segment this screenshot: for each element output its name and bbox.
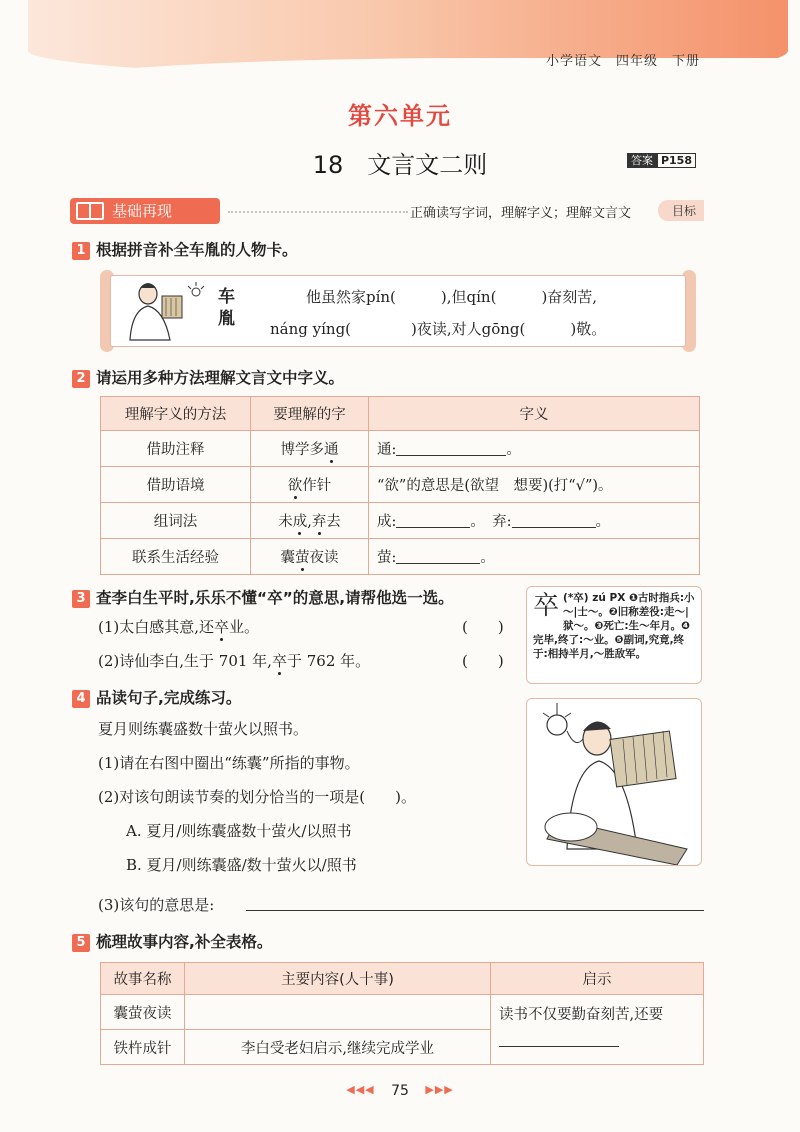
dict-body: PX ❶古时指兵:小～|士～。❷旧称差役:走～|狱～。❸死亡:生～年月。❹完毕,终了:～业。❺副词,究竟,终于:相持半月,～胜敌军。 <box>533 592 695 660</box>
q4-sub-1: (1)请在右图中圈出“练囊”所指的事物。 <box>98 754 360 772</box>
character-name: 车胤 <box>218 287 235 329</box>
word-meaning-table <box>100 396 700 575</box>
content-cell[interactable] <box>185 995 491 1030</box>
question-5 <box>72 930 272 952</box>
question-prompt: 请运用多种方法理解文言文中字义。 <box>96 369 345 387</box>
q4-sub-3: (3)该句的意思是: <box>98 896 215 914</box>
word-cell: 囊萤夜读 <box>251 539 369 575</box>
q3-item-1: (1)太白感其意,还卒业。 <box>98 618 260 636</box>
table-header-row <box>101 397 700 431</box>
question-1 <box>72 238 298 260</box>
section-label <box>70 198 220 224</box>
question-number: 4 <box>72 690 90 708</box>
dotted-char: 成 <box>292 514 308 530</box>
q4-sentence: 夏月则练囊盛数十萤火以照书。 <box>98 720 309 738</box>
question-prompt: 品读句子,完成练习。 <box>96 689 242 707</box>
question-number: 5 <box>72 934 90 952</box>
answer-blank[interactable] <box>396 455 506 456</box>
answer-blank[interactable] <box>512 527 596 528</box>
dotted-char: 卒 <box>214 618 230 636</box>
table-row <box>101 539 700 575</box>
header-meaning: 字义 <box>369 397 700 431</box>
dotted-char: 弃 <box>311 514 327 530</box>
page-footer <box>0 1083 800 1099</box>
scholar-reading-illustration <box>118 280 208 342</box>
answer-blank[interactable] <box>499 1046 619 1047</box>
question-prompt: 根据拼音补全车胤的人物卡。 <box>96 241 298 259</box>
dict-pinyin: zú <box>592 592 606 604</box>
table-row <box>101 995 704 1030</box>
unit-title: 第六单元 <box>348 102 452 130</box>
lesson-title-text: 文言文二则 <box>367 151 488 179</box>
answer-paren[interactable]: ( ) <box>462 618 504 636</box>
section-goal: 正确读写字词，理解字义；理解文言文 <box>410 206 632 221</box>
method-cell: 借助语境 <box>101 467 251 503</box>
method-cell: 借助注释 <box>101 431 251 467</box>
answer-line[interactable] <box>246 910 704 911</box>
word-cell: 博学多通 <box>251 431 369 467</box>
q4-option-b[interactable]: B. 夏月/则练囊盛/数十萤火以/照书 <box>126 856 357 874</box>
header-main-content: 主要内容(人十事) <box>185 963 491 995</box>
method-cell: 联系生活经验 <box>101 539 251 575</box>
table-row <box>101 467 700 503</box>
dict-char: 卒 <box>533 591 560 621</box>
lesson-number: 18 <box>312 151 344 179</box>
answer-paren[interactable]: ( ) <box>462 652 504 670</box>
story-name-cell: 铁杵成针 <box>101 1030 185 1065</box>
dotted-char: 卒 <box>271 652 287 670</box>
insight-text: 读书不仅要勤奋刻苦,还要 <box>499 1007 664 1023</box>
question-number: 3 <box>72 590 90 608</box>
header-story-name: 故事名称 <box>101 963 185 995</box>
meaning-cell: 成: 。 弃: 。 <box>369 503 700 539</box>
dict-variant: (*卒) <box>563 592 589 604</box>
dictionary-entry-box <box>526 586 702 684</box>
header-method: 理解字义的方法 <box>101 397 251 431</box>
question-number: 2 <box>72 370 90 388</box>
word-cell: 欲作针 <box>251 467 369 503</box>
answer-page: P158 <box>657 153 696 168</box>
section-label-text: 基础再现 <box>112 202 173 220</box>
meaning-cell: 通: 。 <box>369 431 700 467</box>
meaning-cell: 萤: 。 <box>369 539 700 575</box>
question-2 <box>72 366 344 388</box>
question-4 <box>72 686 241 708</box>
story-name-cell: 囊萤夜读 <box>101 995 185 1030</box>
table-row <box>101 431 700 467</box>
meaning-cell[interactable]: “欲”的意思是(欲望 想要)(打“√”)。 <box>369 467 700 503</box>
question-number: 1 <box>72 242 90 260</box>
section-divider <box>228 211 408 213</box>
book-tag: 小学语文 四年级 下册 <box>545 54 700 69</box>
arrows-right-icon: ▶▶▶ <box>425 1083 454 1096</box>
card-line-2: náng yíng( )夜读,对人gōng( )敬。 <box>270 320 607 338</box>
answer-blank[interactable] <box>396 563 480 564</box>
story-summary-table <box>100 962 704 1065</box>
question-prompt: 查李白生平时,乐乐不懂“卒”的意思,请帮他选一选。 <box>96 589 454 607</box>
method-cell: 组词法 <box>101 503 251 539</box>
q3-item-2: (2)诗仙李白,生于 701 年,卒于 762 年。 <box>98 652 371 670</box>
table-header-row <box>101 963 704 995</box>
section-goal-badge: 目标 <box>658 200 704 221</box>
question-3 <box>72 586 454 608</box>
answer-label: 答案 <box>627 153 657 168</box>
answer-blank[interactable] <box>396 527 470 528</box>
answer-tag <box>627 152 696 168</box>
header-insight: 启示 <box>491 963 704 995</box>
dotted-char: 通 <box>324 442 339 458</box>
q4-sub-2: (2)对该句朗读节奏的划分恰当的一项是( )。 <box>98 788 416 806</box>
question-prompt: 梳理故事内容,补全表格。 <box>96 933 273 951</box>
section-bar <box>70 198 704 226</box>
page-number: 75 <box>391 1083 409 1099</box>
scholar-with-firefly-bag-drawing <box>527 699 702 866</box>
dotted-char: 欲 <box>287 478 303 494</box>
scholar-illustration <box>526 698 702 866</box>
content-cell: 李白受老妇启示,继续完成学业 <box>185 1030 491 1065</box>
table-row <box>101 503 700 539</box>
insight-cell <box>491 995 704 1065</box>
q4-option-a[interactable]: A. 夏月/则练囊盛数十萤火/以照书 <box>126 822 352 840</box>
dotted-char: 萤 <box>295 550 310 566</box>
word-cell: 未成,弃去 <box>251 503 369 539</box>
card-line-1: 他虽然家pín( ),但qín( )奋刻苦, <box>306 288 598 306</box>
open-book-icon <box>76 202 104 220</box>
arrows-left-icon: ◀◀◀ <box>346 1083 375 1096</box>
header-word: 要理解的字 <box>251 397 369 431</box>
